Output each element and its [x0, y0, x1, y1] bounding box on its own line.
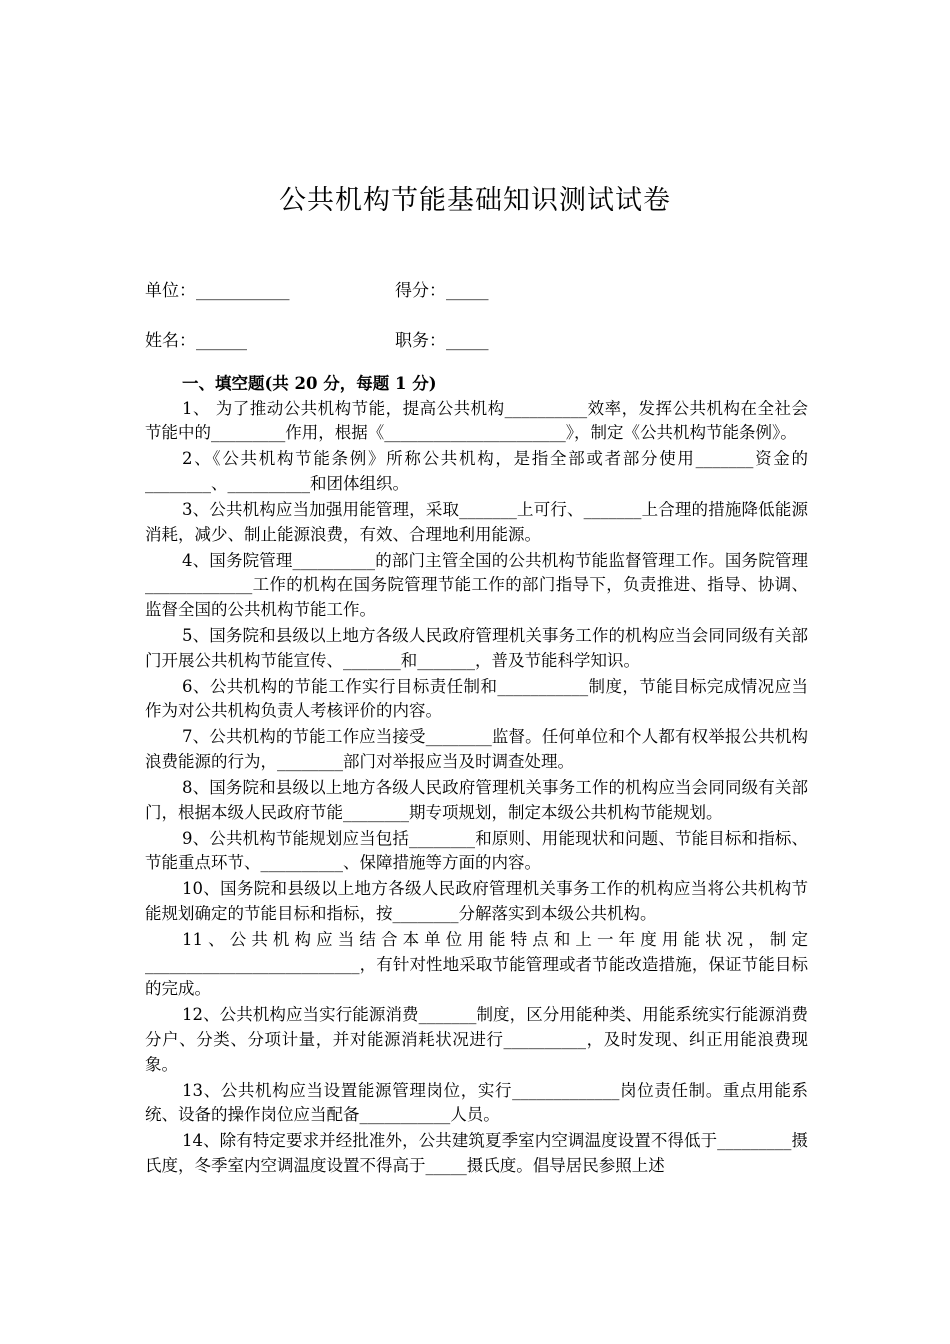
question-item: 6、公共机构的节能工作实行目标责任制和___________制度，节能目标完成情况应当作为对公共机构负责人考核评价的内容。 [145, 676, 808, 721]
question-item: 5、国务院和县级以上地方各级人民政府管理机关事务工作的机构应当会同同级有关部门开展公共机构节能宣传、_______和_______，普及节能科学知识。 [145, 625, 808, 670]
question-item: 3、公共机构应当加强用能管理，采取_______上可行、_______上合理的措施降低能源消耗，减少、制止能源浪费，有效、合理地利用能源。 [145, 499, 808, 544]
page-title: 公共机构节能基础知识测试试卷 [279, 185, 671, 216]
question-item: 13、公共机构应当设置能源管理岗位，实行_____________岗位责任制。重点用能系统、设备的操作岗位应当配备___________人员。 [145, 1080, 808, 1125]
question-item: 9、公共机构节能规划应当包括________和原则、用能现状和问题、节能目标和指标、节能重点环节、__________、保障措施等方面的内容。 [145, 828, 808, 873]
section-title: 一、填空题(共 20 分，每题 1 分) [182, 374, 437, 393]
unit-field: 单位：___________ [145, 281, 290, 301]
question-item: 14、除有特定要求并经批准外，公共建筑夏季室内空调温度设置不得低于_________摄氏度，冬季室内空调温度设置不得高于_____摄氏度。倡导居民参照上述 [145, 1131, 808, 1175]
question-item: 8、国务院和县级以上地方各级人民政府管理机关事务工作的机构应当会同同级有关部门，根据本级人民政府节能________期专项规划，制定本级公共机构节能规划。 [145, 778, 808, 822]
question-item: 11、公共机构应当结合本单位用能特点和上一年度用能状况，制定__________________________，有针对性地采取节能管理或者节能改造措施，保证节能目标的完成。 [145, 930, 808, 999]
question-item: 1、 为了推动公共机构节能，提高公共机构__________效率，发挥公共机构在全社会节能中的_________作用，根据《______________________》，制定《公共机构节能条例》。 [145, 398, 808, 443]
question-item: 12、公共机构应当实行能源消费_______制度，区分用能种类、用能系统实行能源消费分户、分类、分项计量，并对能源消耗状况进行__________，及时发现、纠正用能浪费现象。 [145, 1005, 808, 1074]
question-item: 10、国务院和县级以上地方各级人民政府管理机关事务工作的机构应当将公共机构节能规划确定的节能目标和指标，按________分解落实到本级公共机构。 [145, 879, 808, 923]
name-field: 姓名：______ [145, 331, 247, 351]
question-item: 7、公共机构的节能工作应当接受________监督。任何单位和个人都有权举报公共机构浪费能源的行为，________部门对举报应当及时调查处理。 [145, 727, 808, 771]
position-field: 职务：_____ [395, 331, 489, 351]
score-field: 得分：_____ [395, 281, 489, 301]
question-section [145, 372, 808, 1180]
question-item: 4、国务院管理__________的部门主管全国的公共机构节能监督管理工作。国务院管理_____________工作的机构在国务院管理节能工作的部门指导下，负责推进、指导、协调、监督全国的公共机构节能工作。 [145, 550, 808, 619]
question-item: 2、《公共机构节能条例》所称公共机构，是指全部或者部分使用_______资金的________、__________和团体组织。 [145, 449, 808, 493]
